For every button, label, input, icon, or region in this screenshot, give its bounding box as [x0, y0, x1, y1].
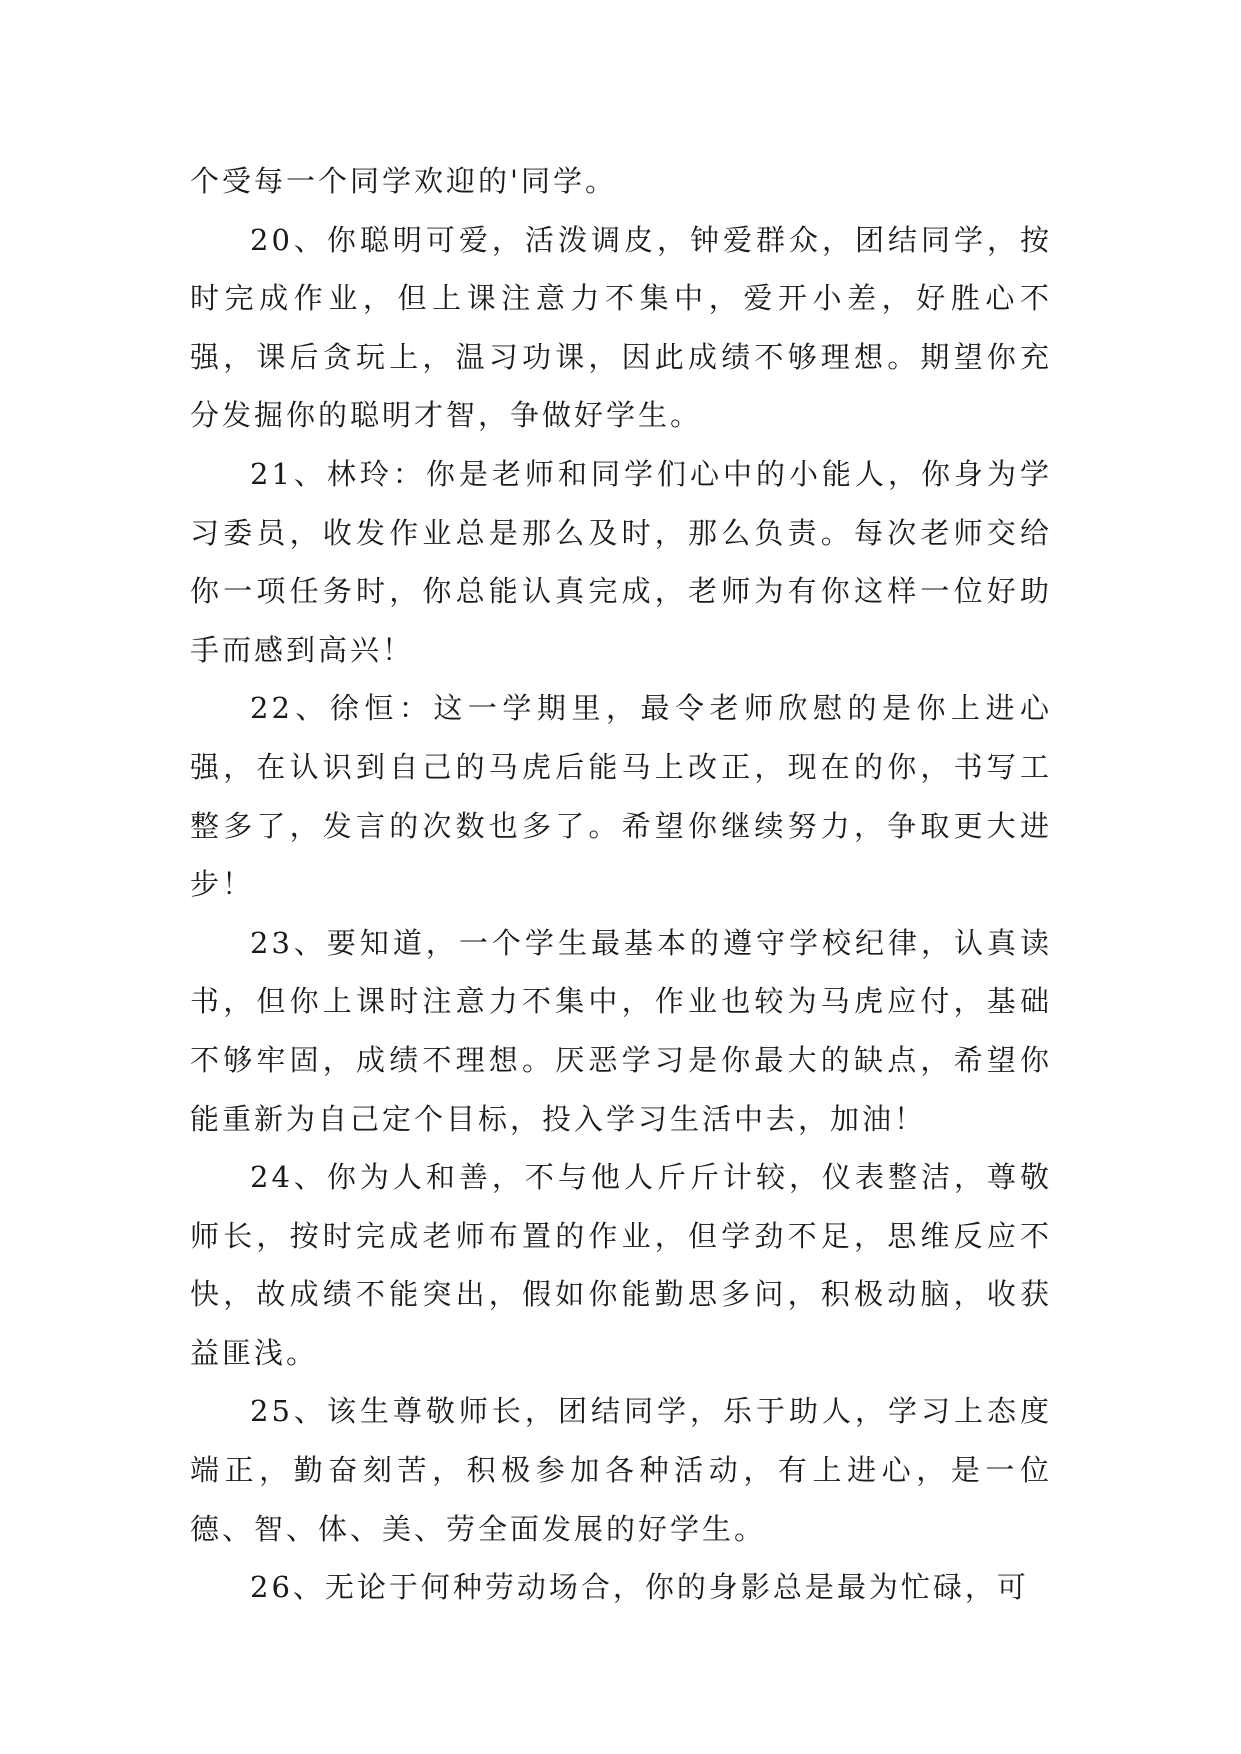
document-body — [190, 152, 1052, 1617]
paragraph-continuation: 个受每一个同学欢迎的'同学。 — [190, 164, 617, 198]
paragraph-comment-25: 25、该生尊敬师长，团结同学，乐于助人，学习上态度端正，勤奋刻苦，积极参加各种活动，有上进心，是一位德、智、体、美、劳全面发展的好学生。 — [190, 1394, 1052, 1546]
paragraph-comment-22: 22、徐恒：这一学期里，最令老师欣慰的是你上进心强，在认识到自己的马虎后能马上改正，现在的你，书写工整多了，发言的次数也多了。希望你继续努力，争取更大进步！ — [190, 691, 1052, 902]
paragraph-comment-23: 23、要知道，一个学生最基本的遵守学校纪律，认真读书，但你上课时注意力不集中，作业也较为马虎应付，基础不够牢固，成绩不理想。厌恶学习是你最大的缺点，希望你能重新为自己定个目标，投入学习生活中去，加油！ — [190, 925, 1052, 1136]
paragraph-comment-21: 21、林玲：你是老师和同学们心中的小能人，你身为学习委员，收发作业总是那么及时，那么负责。每次老师交给你一项任务时，你总能认真完成，老师为有你这样一位好助手而感到高兴！ — [190, 456, 1052, 667]
paragraph-comment-26: 26、无论于何种劳动场合，你的身影总是最为忙碌，可 — [250, 1570, 1029, 1605]
paragraph-comment-24: 24、你为人和善，不与他人斤斤计较，仪表整洁，尊敬师长，按时完成老师布置的作业，但学劲不足，思维反应不快，故成绩不能突出，假如你能勤思多问，积极动脑，收获益匪浅。 — [190, 1160, 1052, 1370]
paragraph-comment-20: 20、你聪明可爱，活泼调皮，钟爱群众，团结同学，按时完成作业，但上课注意力不集中，爱开小差，好胜心不强，课后贪玩上，温习功课，因此成绩不够理想。期望你充分发掘你的聪明才智，争做好学生。 — [190, 222, 1052, 433]
